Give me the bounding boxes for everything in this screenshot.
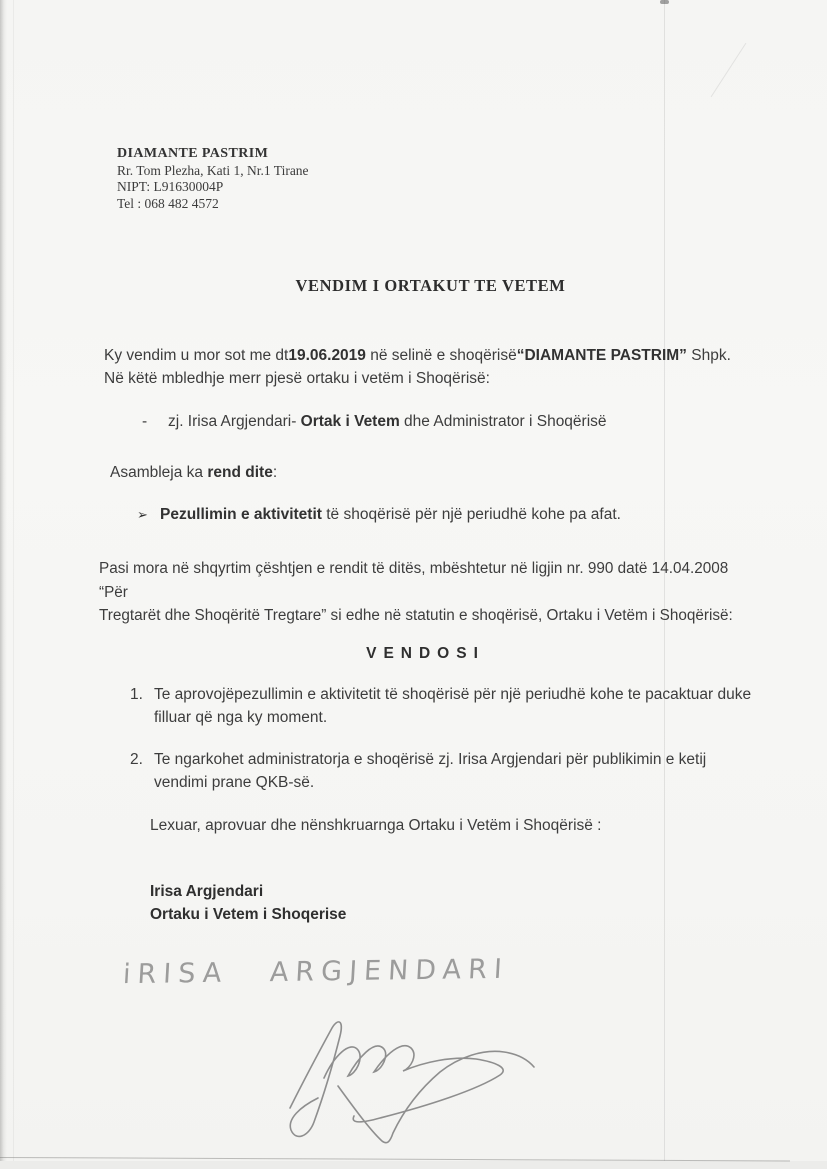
letterhead <box>117 146 309 212</box>
legal-basis-paragraph: Pasi mora në shqyrtim çështjen e rendit të ditës, mbështetur në ligjin nr. 990 datë 14.04.2008 “Për Tregtarët dhe Shoqëritë Tregtare” si edhe në statutin e shoqërisë, Ortaku i Vetëm i Shoqërisë: <box>99 560 733 624</box>
diagonal-crease-mark <box>711 43 747 97</box>
company-nipt: NIPT: L91630004P <box>117 179 224 194</box>
decision-date: 19.06.2019 <box>288 347 366 364</box>
document-title: VENDIM I ORTAKUT TE VETEM <box>295 276 566 295</box>
scan-left-fold-line <box>13 0 14 1169</box>
decision-item-1 <box>130 683 770 729</box>
agenda-intro: Asambleja ka rend dite: <box>110 464 278 481</box>
intro-paragraph <box>104 344 809 390</box>
intro-line-2: Në këtë mbledhje merr pjesë ortaku i vetëm i Shoqërisë: <box>104 370 490 387</box>
decision-1-text: Te aprovojëpezullimin e aktivitetit të shoqërisë për një periudhë kohe te pacaktuar duke filluar që nga ky moment. <box>154 686 752 726</box>
company-name: DIAMANTE PASTRIM <box>117 146 269 161</box>
decision-1-number: 1. <box>130 686 143 703</box>
decision-2-number: 2. <box>130 751 143 768</box>
decision-2-text: Te ngarkohet administratorja e shoqërisë zj. Irisa Argjendari për publikimin e ketij vendimi prane QKB-së. <box>154 751 707 791</box>
decision-heading: VENDOSI <box>366 645 485 662</box>
decision-item-2 <box>130 748 770 794</box>
company-name-inline: “DIAMANTE PASTRIM” <box>516 347 687 364</box>
arrow-bullet-icon: ➢ <box>137 507 148 522</box>
paper-bottom-background <box>0 1161 827 1169</box>
handwritten-name: iRISA ARGJENDARI <box>122 953 510 991</box>
signatory-role: Ortaku i Vetem i Shoqerise <box>150 906 347 923</box>
company-address: Rr. Tom Plezha, Kati 1, Nr.1 Tirane <box>117 162 309 178</box>
scan-left-edge-shadow <box>0 0 7 1169</box>
company-phone: Tel : 068 482 4572 <box>117 195 219 211</box>
closing-line: Lexuar, aprovuar dhe nënshkruarnga Ortaku i Vetëm i Shoqërisë : <box>150 817 602 834</box>
signatory-name: Irisa Argjendari <box>150 883 264 900</box>
handwritten-signature <box>262 1012 572 1152</box>
agenda-item: ➢ Pezullimin e aktivitetit të shoqërisë për një periudhë kohe pa afat. <box>137 503 621 526</box>
crease-top-mark <box>660 0 669 4</box>
dash-bullet: - <box>142 413 148 430</box>
attendee-item: - zj. Irisa Argjendari- Ortak i Vetem dhe Administrator i Shoqërisë <box>142 410 607 433</box>
intro-line-1: Ky vendim u mor sot me dt19.06.2019 në selinë e shoqërisë“DIAMANTE PASTRIM” Shpk. <box>104 347 731 364</box>
signatory-block <box>150 880 346 926</box>
